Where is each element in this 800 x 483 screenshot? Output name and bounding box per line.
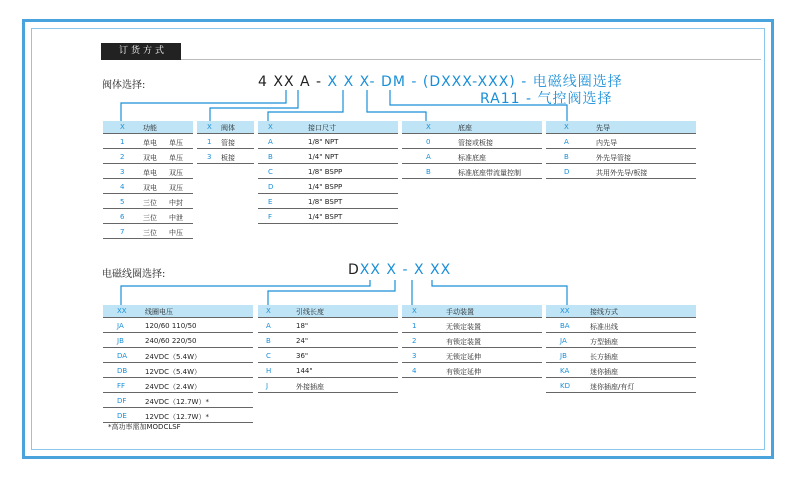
code-x2: X [343, 74, 355, 90]
table-header: X 手动装置 [402, 305, 542, 318]
code-x3: X [359, 74, 370, 90]
table-header: X 底座 [402, 121, 542, 134]
code-tail-pilot: RA11 - 气控阀选择 [480, 91, 613, 107]
table-header: XX 接线方式 [546, 305, 696, 318]
valve-selection-label: 阀体选择: [102, 80, 146, 91]
table-row: 1 管接 [197, 134, 254, 149]
table-row: DF 24VDC（12.7W）* [103, 393, 253, 408]
code-dash: - [310, 74, 328, 90]
code-x1: X [386, 262, 398, 278]
section-title: 订货方式 [101, 43, 181, 60]
table-row: JA 方型插座 [546, 333, 696, 348]
table-row: B 1/4" NPT [258, 149, 398, 164]
table-row: DB 12VDC（5.4W） [103, 363, 253, 378]
table-header: X 先导 [546, 121, 696, 134]
header-function: 功能 [143, 124, 157, 132]
table-row: 1 无锁定装置 [402, 318, 542, 333]
table-row: KA 迷你插座 [546, 363, 696, 378]
header-code: X [120, 123, 125, 131]
code-tail-coil: - 电磁线圈选择 [515, 74, 623, 90]
table-row: J 外接插座 [258, 378, 398, 393]
table-row: D 1/4" BSPP [258, 179, 398, 194]
table-row: 7 三位 中压 [103, 224, 193, 239]
code-dm: - DM - ( [369, 74, 430, 90]
table-header: X 接口尺寸 [258, 121, 398, 134]
table-row: F 1/4" BSPT [258, 209, 398, 224]
table-row: E 1/8" BSPT [258, 194, 398, 209]
code-xx1: XX [359, 262, 381, 278]
code-x1: X [327, 74, 339, 90]
code-prefix: 4 [258, 74, 274, 90]
table-row: B 24" [258, 333, 398, 348]
table-header: XX 线圈电压 [103, 305, 253, 318]
table-row: BA 标准出线 [546, 318, 696, 333]
wiring-type-table [546, 305, 696, 393]
table-row: DE 12VDC（12.7W）* [103, 408, 253, 423]
table-row: 5 三位 中封 [103, 194, 193, 209]
lead-length-table [258, 305, 398, 393]
table-header: X 阀体 [197, 121, 254, 134]
table-row: A 内先导 [546, 134, 696, 149]
footnote: *高功率需加MODCLSF [108, 423, 181, 431]
table-row: JB 长方插座 [546, 348, 696, 363]
table-row: 4 双电 双压 [103, 179, 193, 194]
table-row: JA 120/60 110/50 [103, 318, 253, 333]
table-row: A 1/8" NPT [258, 134, 398, 149]
code-paren: ) [509, 74, 516, 90]
table-row: 3 单电 双压 [103, 164, 193, 179]
coil-model-code: DXX X - X XX [348, 262, 452, 278]
table-row: A 标准底座 [402, 149, 542, 164]
table-row: 2 有锁定装置 [402, 333, 542, 348]
table-row: C 36" [258, 348, 398, 363]
table-row: KD 迷你插座/有灯 [546, 378, 696, 393]
table-row: C 1/8" BSPP [258, 164, 398, 179]
table-row: FF 24VDC（2.4W） [103, 378, 253, 393]
code-d: D [348, 262, 360, 278]
table-row: 1 单电 单压 [103, 134, 193, 149]
table-row: 6 三位 中泄 [103, 209, 193, 224]
table-row: B 标准底座带流量控制 [402, 164, 542, 179]
code-xx: XX [273, 74, 295, 90]
code-a: A [300, 74, 311, 90]
table-row: 0 管接或板接 [402, 134, 542, 149]
table-header: X 引线长度 [258, 305, 398, 318]
code-xx2: XX [424, 262, 452, 278]
code-dxxx: DXXX-XXX [429, 74, 510, 90]
table-row: DA 24VDC（5.4W） [103, 348, 253, 363]
coil-selection-label: 电磁线圈选择: [102, 269, 166, 280]
table-row: 3 无锁定延伸 [402, 348, 542, 363]
table-row: JB 240/60 220/50 [103, 333, 253, 348]
table-row: 3 板接 [197, 149, 254, 164]
table-row: H 144" [258, 363, 398, 378]
table-row: A 18" [258, 318, 398, 333]
table-row: D 共用外先导/板接 [546, 164, 696, 179]
manual-override-table [402, 305, 542, 378]
table-row: 4 有锁定延伸 [402, 363, 542, 378]
code-x2: X [413, 262, 425, 278]
table-row: 2 双电 单压 [103, 149, 193, 164]
table-row: B 外先导管接 [546, 149, 696, 164]
coil-voltage-table [103, 305, 253, 423]
